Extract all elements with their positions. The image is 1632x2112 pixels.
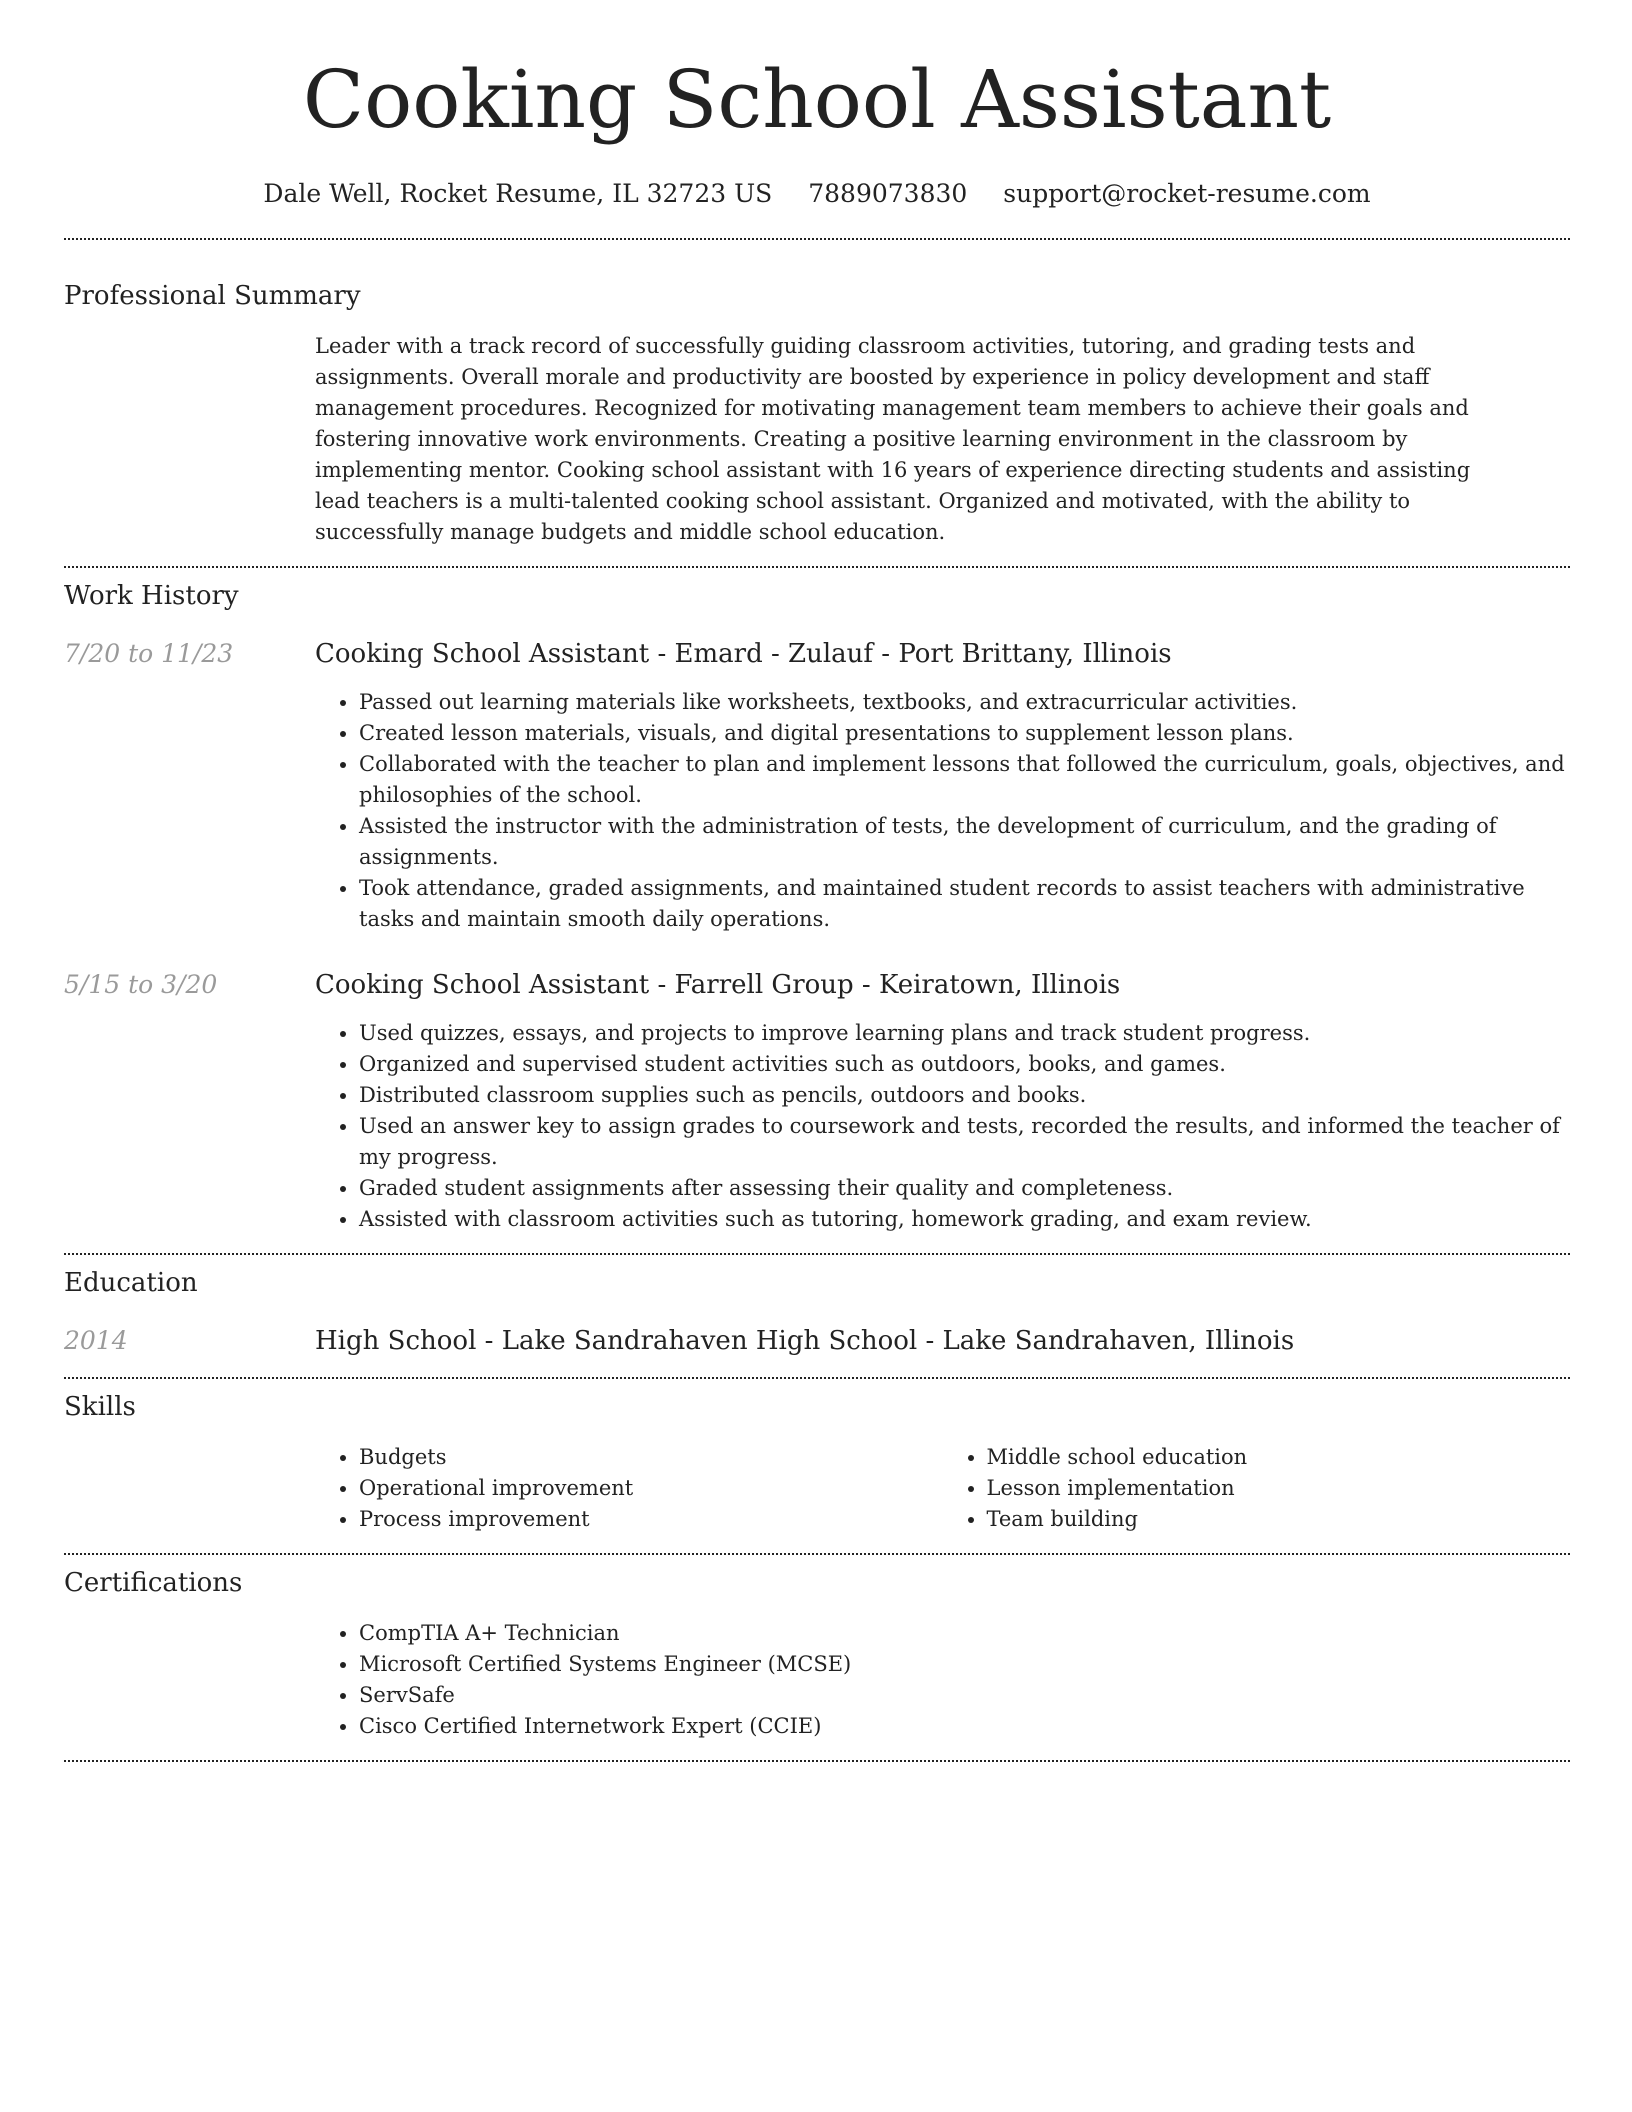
work-history-section	[64, 580, 1570, 1235]
resume-header	[64, 0, 1570, 210]
certification-item: • Cisco Certified Internetwork Expert (CCIE)	[359, 1711, 1570, 1742]
list-item: • Organized and supervised student activities such as outdoors, books, and games.	[359, 1049, 1570, 1080]
section-title-work-history: Work History	[64, 581, 239, 611]
list-item: • Used an answer key to assign grades to coursework and tests, recorded the results, and informed the teacher of my progress.	[359, 1111, 1570, 1173]
certification-item: • ServSafe	[359, 1680, 1570, 1711]
skill-item: • Process improvement	[359, 1504, 943, 1535]
skill-item: • Middle school education	[987, 1442, 1571, 1473]
divider	[64, 1760, 1570, 1762]
summary-text: Leader with a track record of successfully guiding classroom activities, tutoring, and grading tests and assignments. Overall morale and productivity are boosted by experience in policy development and staff management procedures. Recognized for motivating management team members to achieve their goals and fostering innovative work environments. Creating a positive learning environment in the classroom by implementing mentor. Cooking school assistant with 16 years of experience directing students and assisting lead teachers is a multi-talented cooking school assistant. Organized and motivated, with the ability to successfully manage budgets and middle school education.	[315, 334, 1471, 544]
job-entry	[64, 638, 1570, 935]
list-item: • Distributed classroom supplies such as pencils, outdoors and books.	[359, 1080, 1570, 1111]
divider	[64, 566, 1570, 568]
skill-item: • Budgets	[359, 1442, 943, 1473]
job-bullets	[315, 687, 1570, 935]
list-item: • Graded student assignments after assessing their quality and completeness.	[359, 1173, 1570, 1204]
contact-address: Dale Well, Rocket Resume, IL 32723 US	[263, 179, 773, 208]
job-bullets	[315, 1018, 1570, 1235]
contact-phone: 7889073830	[808, 179, 968, 208]
section-title-education: Education	[64, 1268, 198, 1298]
job-heading: Cooking School Assistant - Farrell Group - Keiratown, Illinois	[315, 970, 1121, 1000]
education-section	[64, 1267, 1570, 1357]
list-item: • Assisted the instructor with the administration of tests, the development of curriculum, and the grading of assignments.	[359, 811, 1570, 873]
contact-email: support@rocket-resume.com	[1003, 179, 1371, 208]
list-item: • Created lesson materials, visuals, and digital presentations to supplement lesson plans.	[359, 718, 1570, 749]
education-entry	[64, 1325, 1570, 1357]
job-dates: 5/15 to 3/20	[64, 970, 218, 999]
skills-list-left	[315, 1442, 943, 1535]
section-title-summary: Professional Summary	[64, 281, 361, 311]
section-title-certifications: Certifications	[64, 1568, 243, 1598]
section-title-skills: Skills	[64, 1392, 136, 1422]
skills-section	[64, 1391, 1570, 1535]
job-entry	[64, 969, 1570, 1235]
certifications-list	[315, 1618, 1570, 1742]
education-year: 2014	[64, 1326, 128, 1355]
summary-section	[64, 280, 1570, 548]
list-item: • Assisted with classroom activities such as tutoring, homework grading, and exam review.	[359, 1204, 1570, 1235]
divider	[64, 1253, 1570, 1255]
job-heading: Cooking School Assistant - Emard - Zulauf - Port Brittany, Illinois	[315, 639, 1172, 669]
certification-item: • CompTIA A+ Technician	[359, 1618, 1570, 1649]
list-item: • Passed out learning materials like worksheets, textbooks, and extracurricular activities.	[359, 687, 1570, 718]
contact-line	[64, 178, 1570, 210]
divider	[64, 1377, 1570, 1379]
divider	[64, 238, 1570, 240]
list-item: • Used quizzes, essays, and projects to improve learning plans and track student progress.	[359, 1018, 1570, 1049]
list-item: • Collaborated with the teacher to plan and implement lessons that followed the curriculum, goals, objectives, and philosophies of the school.	[359, 749, 1570, 811]
skill-item: • Team building	[987, 1504, 1571, 1535]
skill-item: • Operational improvement	[359, 1473, 943, 1504]
page-title: Cooking School Assistant	[302, 53, 1332, 146]
job-dates: 7/20 to 11/23	[64, 639, 234, 668]
skill-item: • Lesson implementation	[987, 1473, 1571, 1504]
skills-list-right	[943, 1442, 1571, 1535]
certifications-section	[64, 1567, 1570, 1742]
skills-grid	[315, 1442, 1570, 1535]
education-heading: High School - Lake Sandrahaven High School - Lake Sandrahaven, Illinois	[315, 1326, 1295, 1356]
divider	[64, 1553, 1570, 1555]
certification-item: • Microsoft Certified Systems Engineer (MCSE)	[359, 1649, 1570, 1680]
list-item: • Took attendance, graded assignments, and maintained student records to assist teachers with administrative tasks and maintain smooth daily operations.	[359, 873, 1570, 935]
resume-page	[64, 0, 1570, 1762]
